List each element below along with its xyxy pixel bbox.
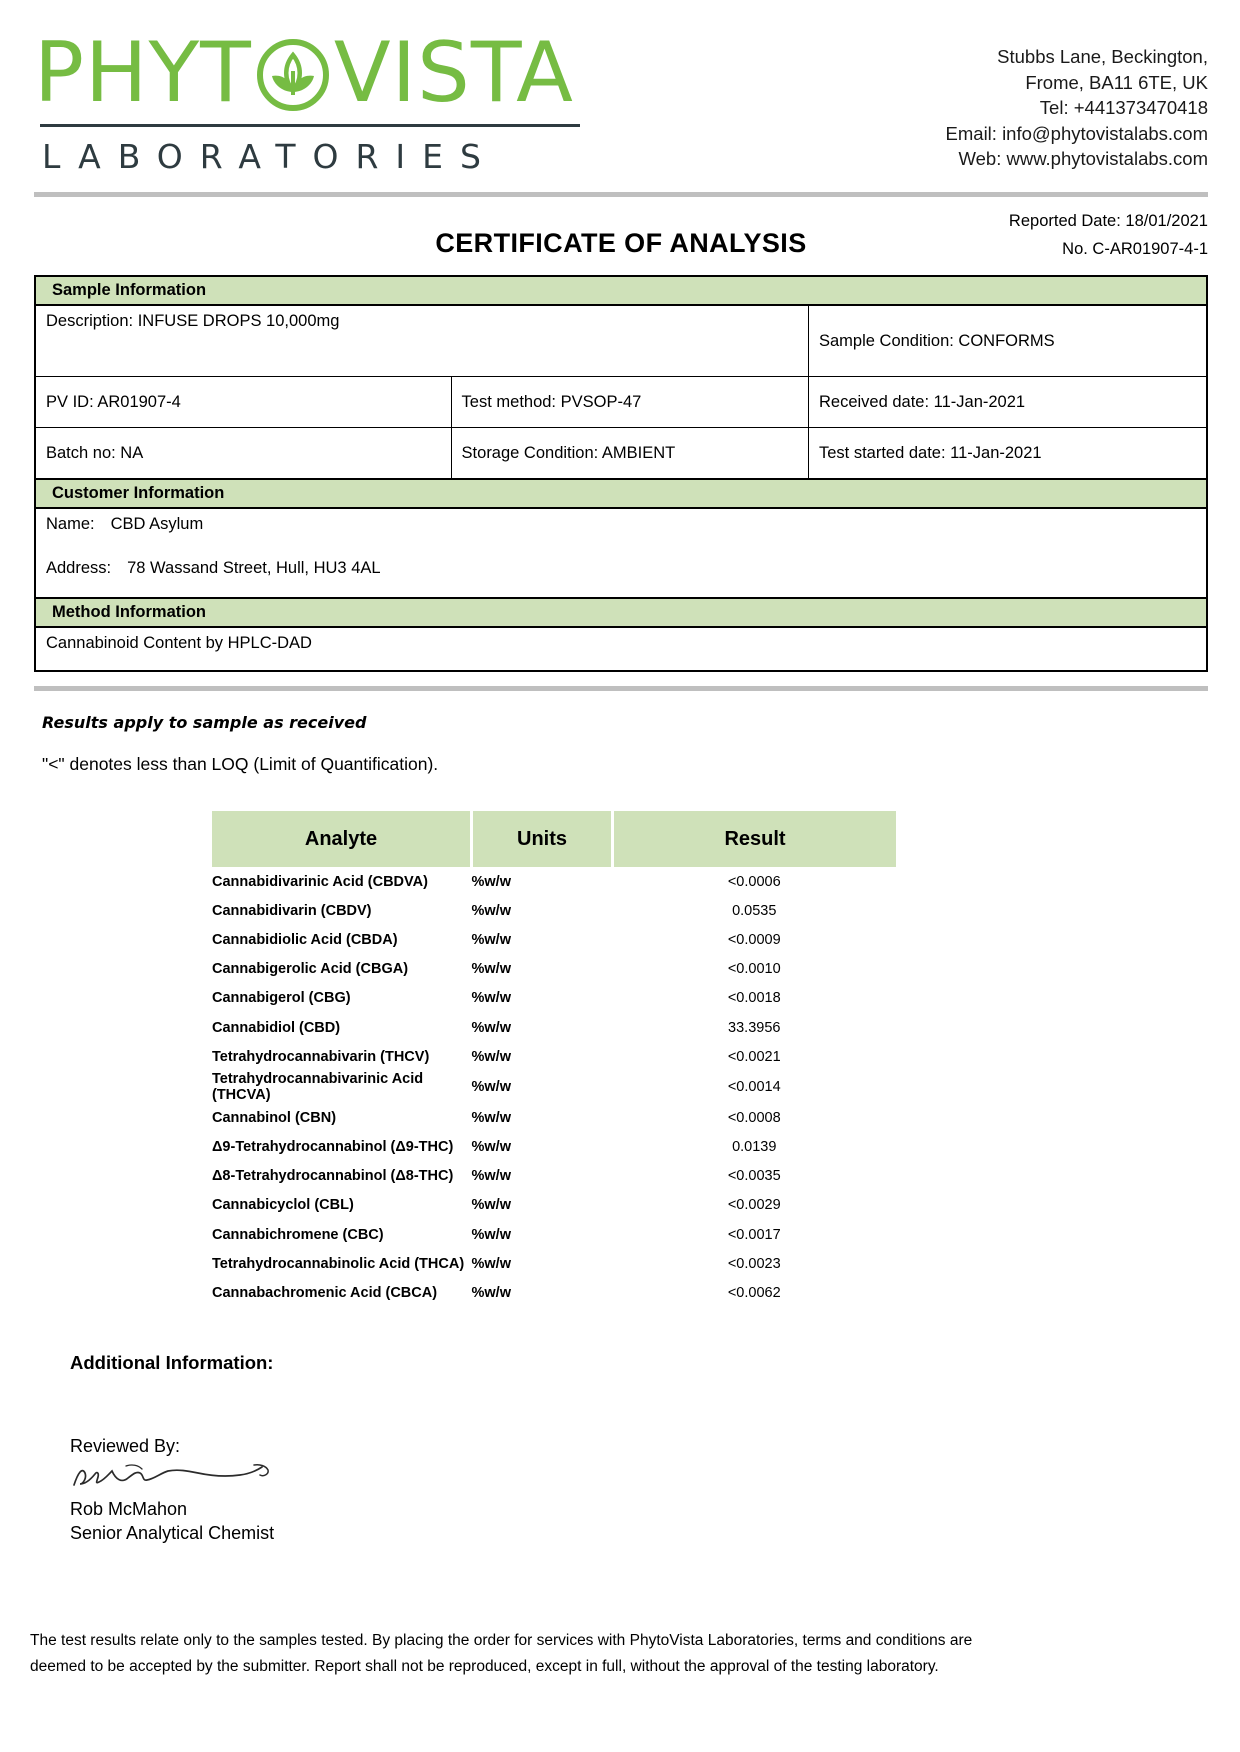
page-footer (0, 1628, 1240, 1680)
table-row (35, 553, 1207, 598)
table-row (212, 1042, 896, 1071)
page-title: CERTIFICATE OF ANALYSIS (435, 228, 807, 258)
batch-no: Batch no: NA (35, 428, 451, 480)
table-row (212, 1220, 896, 1249)
test-started-date: Test started date: 11-Jan-2021 (809, 428, 1208, 480)
analyte-result: <0.0006 (727, 873, 781, 890)
analyte-result: <0.0021 (727, 1048, 781, 1065)
sample-information-title: Sample Information (35, 276, 1207, 305)
analyte-units: %w/w (471, 1109, 511, 1126)
notes-block (42, 713, 1240, 775)
reviewer-name: Rob McMahon (70, 1498, 188, 1519)
customer-address-label: Address: (46, 559, 112, 577)
table-row (212, 1071, 896, 1103)
table-row (35, 508, 1207, 553)
column-header-analyte: Analyte (212, 811, 472, 867)
section-divider (34, 686, 1208, 691)
contact-website: Web: www.phytovistalabs.com (958, 148, 1208, 169)
contact-address-line1: Stubbs Lane, Beckington, (997, 46, 1208, 67)
analyte-result: <0.0018 (727, 990, 781, 1007)
reviewer-role: Senior Analytical Chemist (70, 1522, 275, 1543)
pv-id: PV ID: AR01907-4 (35, 377, 451, 428)
table-row (212, 1278, 896, 1307)
brand-logo (34, 23, 634, 176)
analyte-name: Cannabidiolic Acid (CBDA) (212, 931, 398, 948)
table-row (212, 867, 896, 896)
table-row (212, 1103, 896, 1132)
analyte-units: %w/w (471, 990, 511, 1007)
analyte-units: %w/w (471, 1168, 511, 1185)
analyte-result: 0.0139 (732, 1139, 777, 1156)
analyte-units: %w/w (471, 873, 511, 890)
table-row (212, 896, 896, 925)
analyte-name: Tetrahydrocannabivarin (THCV) (212, 1048, 430, 1065)
table-row (212, 1191, 896, 1220)
footer-disclaimer-line2: deemed to be accepted by the submitter. Report shall not be reproduced, except in full, without the approval of the testing laboratory. (30, 1658, 939, 1675)
analyte-result: <0.0062 (727, 1285, 781, 1302)
table-row (35, 627, 1207, 671)
sample-information-header-row (35, 276, 1207, 305)
results-section (0, 811, 1240, 1308)
column-header-result: Result (613, 811, 897, 867)
reported-date: Reported Date: 18/01/2021 (1008, 212, 1208, 230)
handwritten-signature (70, 1451, 390, 1497)
analyte-result: <0.0014 (727, 1079, 781, 1096)
analyte-name: Δ9-Tetrahydrocannabinol (Δ9-THC) (212, 1139, 454, 1156)
customer-name-value: CBD Asylum (110, 515, 204, 533)
analyte-units: %w/w (471, 1048, 511, 1065)
analyte-result: <0.0023 (727, 1255, 781, 1272)
analyte-units: %w/w (471, 1079, 511, 1096)
brand-name-part1: PHYT (34, 23, 252, 121)
analyte-name: Cannabinol (CBN) (212, 1109, 337, 1126)
analyte-units: %w/w (471, 1019, 511, 1036)
header-divider (34, 192, 1208, 197)
analyte-result: <0.0017 (727, 1226, 781, 1243)
cannabinoid-results-table (212, 811, 896, 1308)
results-applicability-note: Results apply to sample as received (42, 713, 367, 732)
sample-description: Description: INFUSE DROPS 10,000mg (35, 305, 809, 377)
customer-information-header-row (35, 479, 1207, 508)
method-information-header-row (35, 598, 1207, 627)
reviewed-by-label: Reviewed By: (70, 1435, 181, 1456)
method-information-title: Method Information (35, 598, 1207, 627)
title-row (34, 207, 1208, 269)
analyte-name: Tetrahydrocannabivarinic Acid (THCVA) (212, 1071, 424, 1104)
analyte-units: %w/w (471, 931, 511, 948)
leaf-in-circle-icon (253, 35, 333, 115)
analyte-name: Cannabidivarin (CBDV) (212, 902, 372, 919)
results-header-row (212, 811, 896, 867)
table-row (212, 1013, 896, 1042)
table-row (212, 925, 896, 954)
information-table (34, 275, 1208, 672)
table-row (35, 428, 1207, 480)
analyte-result: <0.0008 (727, 1109, 781, 1126)
brand-subtitle: LABORATORIES (42, 137, 498, 176)
customer-name-cell (35, 508, 1207, 553)
analyte-units: %w/w (471, 902, 511, 919)
customer-address-cell (35, 553, 1207, 598)
method-description: Cannabinoid Content by HPLC-DAD (35, 627, 1207, 671)
storage-condition: Storage Condition: AMBIENT (451, 428, 808, 480)
brand-name-part2: VISTA (333, 23, 574, 121)
analyte-name: Δ8-Tetrahydrocannabinol (Δ8-THC) (212, 1168, 454, 1185)
analyte-units: %w/w (471, 1139, 511, 1156)
analyte-units: %w/w (471, 1255, 511, 1272)
contact-address-line2: Frome, BA11 6TE, UK (1025, 71, 1208, 93)
additional-information-heading: Additional Information: (70, 1351, 274, 1373)
analyte-name: Tetrahydrocannabinolic Acid (THCA) (212, 1255, 465, 1272)
analyte-result: <0.0029 (727, 1197, 781, 1214)
table-row (35, 377, 1207, 428)
analyte-name: Cannabidiol (CBD) (212, 1019, 341, 1036)
footer-disclaimer-line1: The test results relate only to the samples tested. By placing the order for services with PhytoVista Laboratories, terms and conditions are (30, 1632, 973, 1649)
customer-name-label: Name: (46, 515, 95, 533)
received-date: Received date: 11-Jan-2021 (809, 377, 1208, 428)
table-row (35, 305, 1207, 377)
certificate-number: No. C-AR01907-4-1 (1062, 240, 1208, 258)
customer-address-value: 78 Wassand Street, Hull, HU3 4AL (127, 559, 381, 577)
loq-note: "<" denotes less than LOQ (Limit of Quantification). (42, 754, 439, 774)
analyte-name: Cannabachromenic Acid (CBCA) (212, 1285, 438, 1302)
analyte-units: %w/w (471, 1197, 511, 1214)
contact-telephone: Tel: +441373470418 (1039, 97, 1208, 118)
analyte-name: Cannabidivarinic Acid (CBDVA) (212, 873, 428, 890)
signature-block (70, 1436, 1240, 1544)
analyte-result: <0.0010 (727, 961, 781, 978)
analyte-units: %w/w (471, 1285, 511, 1302)
analyte-result: 0.0535 (732, 902, 777, 919)
contact-email: Email: info@phytovistalabs.com (945, 122, 1208, 144)
analyte-result: <0.0035 (727, 1168, 781, 1185)
table-row (212, 1133, 896, 1162)
document-meta (1009, 207, 1208, 263)
analyte-units: %w/w (471, 1226, 511, 1243)
sample-condition: Sample Condition: CONFORMS (809, 305, 1208, 377)
analyte-units: %w/w (471, 961, 511, 978)
test-method: Test method: PVSOP-47 (451, 377, 808, 428)
table-row (212, 984, 896, 1013)
analyte-name: Cannabicyclol (CBL) (212, 1197, 354, 1214)
analyte-result: <0.0009 (727, 931, 781, 948)
table-row (212, 1162, 896, 1191)
table-row (212, 1249, 896, 1278)
analyte-name: Cannabichromene (CBC) (212, 1226, 384, 1243)
table-row (212, 955, 896, 984)
brand-wordmark (34, 23, 634, 121)
customer-information-title: Customer Information (35, 479, 1207, 508)
analyte-name: Cannabigerol (CBG) (212, 990, 351, 1007)
page-header (0, 0, 1240, 176)
lab-contact-info (946, 26, 1208, 172)
analyte-name: Cannabigerolic Acid (CBGA) (212, 961, 409, 978)
analyte-result: 33.3956 (728, 1019, 781, 1036)
column-header-units: Units (472, 811, 613, 867)
